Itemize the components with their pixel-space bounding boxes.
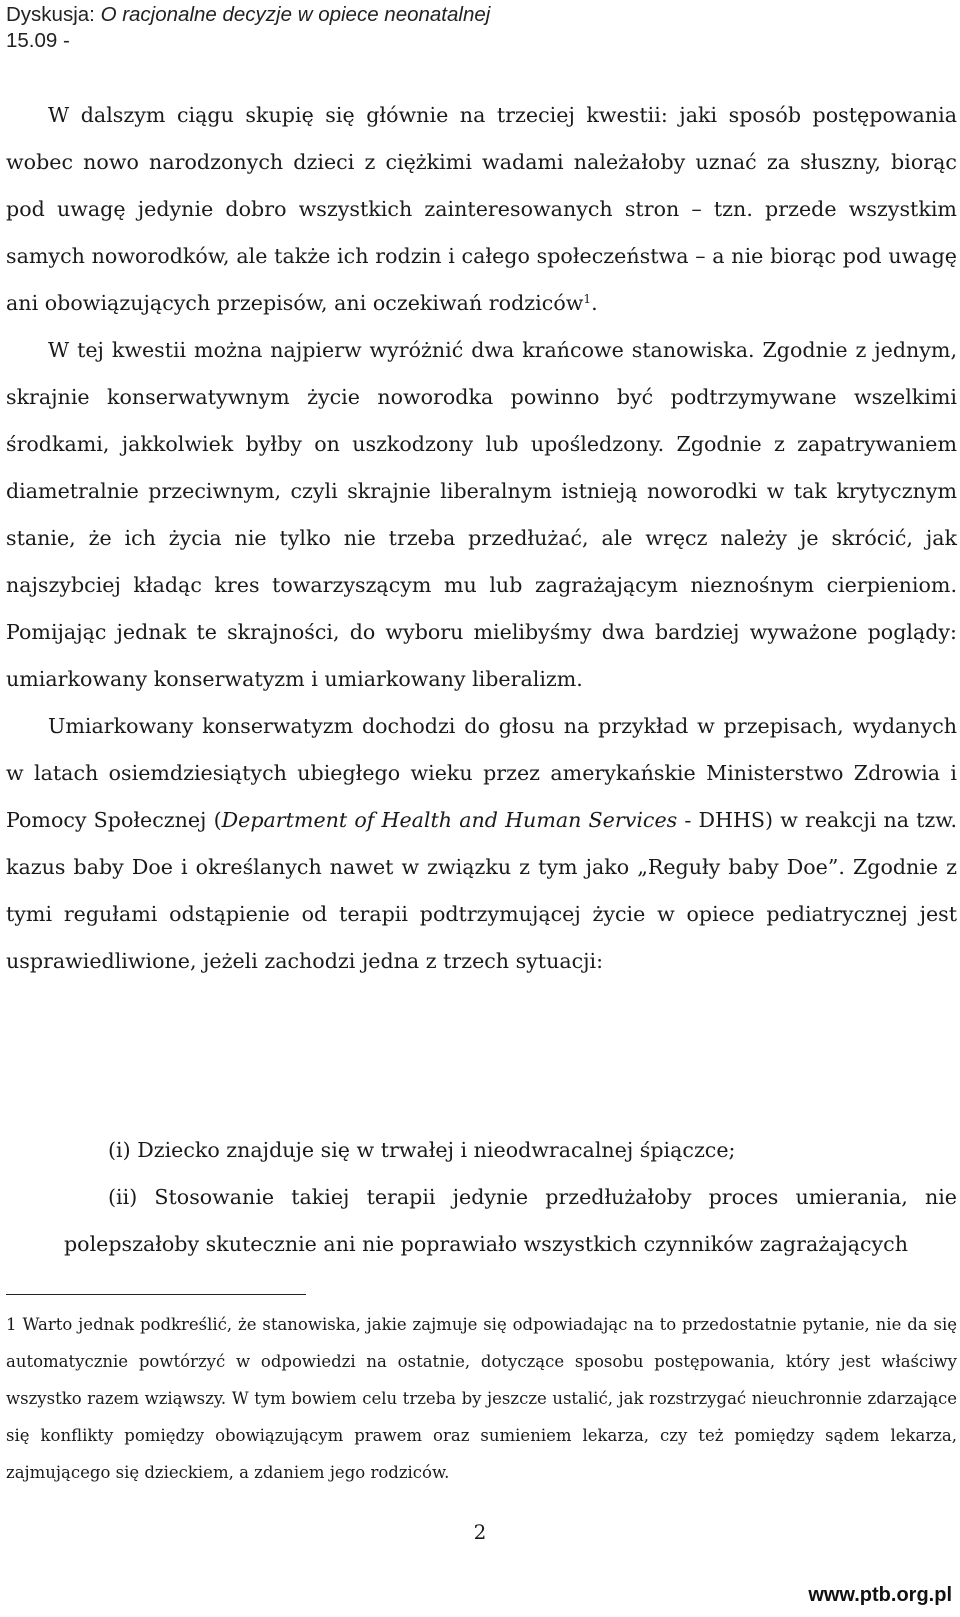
list-item — [64, 1174, 957, 1268]
paragraph-1 — [6, 92, 957, 327]
footnote-paragraph — [6, 1306, 957, 1491]
header-title: O racjonalne decyzje w opiece neonatalnej — [100, 3, 491, 26]
paragraph-3-emphasis: Department of Health and Human Services — [221, 808, 678, 832]
header-date: 15.09 - — [6, 29, 70, 52]
paragraph-3 — [6, 703, 957, 985]
footnote-divider — [6, 1294, 306, 1295]
page-header — [6, 2, 490, 54]
footnote-reference: 1 — [583, 292, 592, 306]
page-number: 2 — [473, 1520, 487, 1544]
footnote-text: Warto jednak podkreślić, że stanowiska, jakie zajmuje się odpowiadając na to przedostatnie pytanie, nie da się automatycznie powtórzyć w odpowiedzi na ostatnie, dotyczące sposobu postępowania, który jest właściwy wszystko razem wziąwszy. W tym bowiem celu trzeba by jeszcze ustalić, jak rozstrzygać nieuchronnie zdarzające się konflikty pomiędzy obowiązującym prawem oraz sumieniem lekarza, czy też pomiędzy sądem lekarza, zajmującego się dzieckiem, a zdaniem jego rodziców. — [6, 1315, 957, 1482]
site-url: www.ptb.org.pl — [808, 1584, 952, 1606]
paragraph-3-text-b: - DHHS) w reakcji na tzw. kazus baby Doe i określanych nawet w związku z tym jako „Reguły baby Doe”. Zgodnie z tymi regułami odstąpienie od terapii podtrzymującej życie w opiece pediatrycznej jest usprawiedliwione, jeżeli zachodzi jedna z trzech sytuacji: — [6, 808, 957, 973]
footnote — [6, 1306, 957, 1491]
paragraph-3-text-a: Umiarkowany konserwatyzm dochodzi do głosu na przykład w przepisach, wydanych w latach osiemdziesiątych ubiegłego wieku przez amerykańskie Ministerstwo Zdrowia i Pomocy Społecznej ( — [6, 714, 957, 832]
conditions-list — [64, 1127, 957, 1268]
footnote-mark: 1 — [6, 1315, 17, 1334]
list-item — [64, 1127, 957, 1174]
list-item-number: (i) — [108, 1138, 131, 1162]
paragraph-1-end: . — [591, 291, 598, 315]
list-item-number: (ii) — [108, 1185, 138, 1209]
header-prefix: Dyskusja: — [6, 3, 101, 26]
paragraph-1-text: W dalszym ciągu skupię się głównie na trzeciej kwestii: jaki sposób postępowania wobec nowo narodzonych dzieci z ciężkimi wadami należałoby uznać za słuszny, biorąc pod uwagę jedynie dobro wszystkich zainteresowanych stron – tzn. przede wszystkim samych noworodków, ale także ich rodzin i całego społeczeństwa – a nie biorąc pod uwagę ani obowiązujących przepisów, ani oczekiwań rodziców — [6, 103, 957, 315]
header-title-line — [6, 2, 490, 28]
main-text — [6, 92, 957, 985]
paragraph-2: W tej kwestii można najpierw wyróżnić dwa krańcowe stanowiska. Zgodnie z jednym, skrajnie konserwatywnym życie noworodka powinno być podtrzymywane wszelkimi środkami, jakkolwiek byłby on uszkodzony lub upośledzony. Zgodnie z zapatrywaniem diametralnie przeciwnym, czyli skrajnie liberalnym istnieją noworodki w tak krytycznym stanie, że ich życia nie tylko nie trzeba przedłużać, ale wręcz należy je skrócić, jak najszybciej kładąc kres towarzyszącym mu lub zagrażającym nieznośnym cierpieniom. Pomijając jednak te skrajności, do wyboru mielibyśmy dwa bardziej wyważone poglądy: umiarkowany konserwatyzm i umiarkowany liberalizm. — [6, 338, 957, 691]
list-item-text: Stosowanie takiej terapii jedynie przedłużałoby proces umierania, nie polepszałoby skutecznie ani nie poprawiało wszystkich czynników zagrażających — [64, 1185, 957, 1256]
list-item-text: Dziecko znajduje się w trwałej i nieodwracalnej śpiączce; — [137, 1138, 736, 1162]
